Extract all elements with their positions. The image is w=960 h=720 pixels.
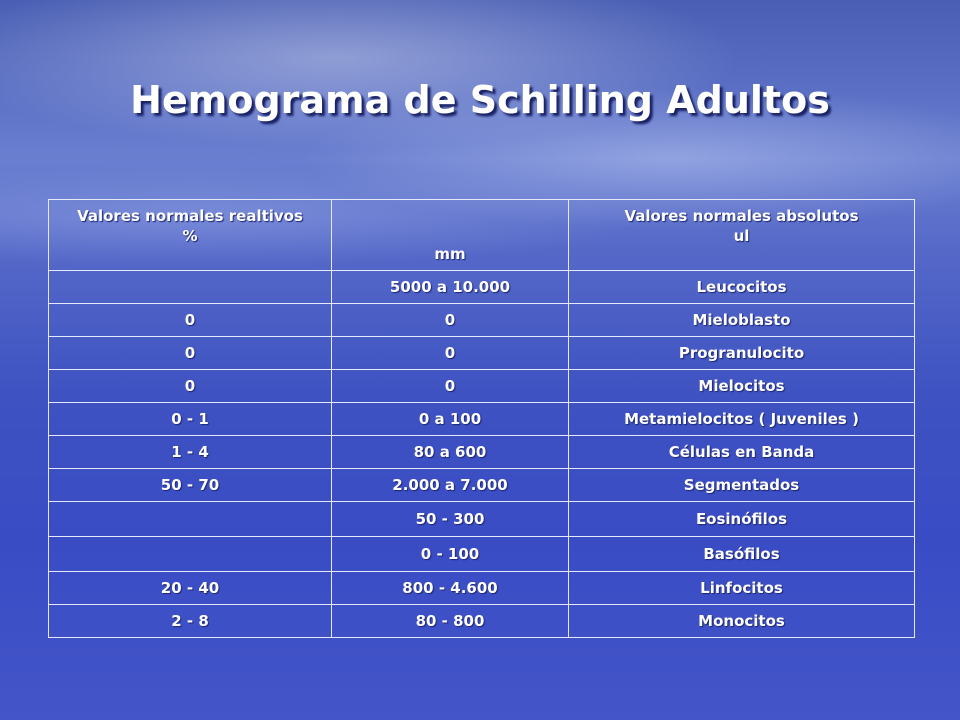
cell-relative: 0 - 1	[49, 403, 332, 436]
cell-absolute: 0 - 100	[332, 537, 569, 572]
slide-title: Hemograma de Schilling Adultos	[130, 78, 830, 122]
hemogram-table	[48, 199, 915, 638]
table-header-row	[49, 200, 915, 271]
cell-absolute: 0	[332, 304, 569, 337]
header-absolute-values	[569, 200, 915, 271]
header-relative-unit: %	[182, 227, 198, 245]
table-row	[49, 337, 915, 370]
cell-absolute: 80 a 600	[332, 436, 569, 469]
cell-cell-type: Mielocitos	[569, 370, 915, 403]
table-row	[49, 436, 915, 469]
cell-relative: 0	[49, 304, 332, 337]
cell-absolute: 0	[332, 337, 569, 370]
cell-relative: 2 - 8	[49, 605, 332, 638]
header-relative-label: Valores normales realtivos	[77, 207, 303, 225]
cell-absolute: 0	[332, 370, 569, 403]
cell-cell-type: Progranulocito	[569, 337, 915, 370]
cell-cell-type: Metamielocitos ( Juveniles )	[569, 403, 915, 436]
cell-cell-type: Eosinófilos	[569, 502, 915, 537]
table-row	[49, 537, 915, 572]
cell-cell-type: Basófilos	[569, 537, 915, 572]
cell-relative: 0	[49, 337, 332, 370]
cell-cell-type: Mieloblasto	[569, 304, 915, 337]
cell-absolute: 80 - 800	[332, 605, 569, 638]
cell-relative: 50 - 70	[49, 469, 332, 502]
cell-relative	[49, 271, 332, 304]
header-absolute-label: Valores normales absolutos	[624, 207, 859, 225]
header-relative-values	[49, 200, 332, 271]
table-row	[49, 304, 915, 337]
table-row	[49, 502, 915, 537]
cell-cell-type: Linfocitos	[569, 572, 915, 605]
cell-absolute: 5000 a 10.000	[332, 271, 569, 304]
cell-cell-type: Monocitos	[569, 605, 915, 638]
cell-cell-type: Células en Banda	[569, 436, 915, 469]
table-row	[49, 572, 915, 605]
cell-relative	[49, 537, 332, 572]
cell-relative	[49, 502, 332, 537]
table-row	[49, 469, 915, 502]
header-absolute-unit: ul	[733, 227, 750, 245]
cell-absolute: 0 a 100	[332, 403, 569, 436]
table-row	[49, 403, 915, 436]
cell-absolute: 50 - 300	[332, 502, 569, 537]
cell-absolute: 800 - 4.600	[332, 572, 569, 605]
header-mm: mm	[332, 200, 569, 271]
cell-relative: 1 - 4	[49, 436, 332, 469]
table-row	[49, 271, 915, 304]
cell-relative: 20 - 40	[49, 572, 332, 605]
cell-cell-type: Segmentados	[569, 469, 915, 502]
cell-absolute: 2.000 a 7.000	[332, 469, 569, 502]
cell-cell-type: Leucocitos	[569, 271, 915, 304]
table-row	[49, 370, 915, 403]
table-row	[49, 605, 915, 638]
cell-relative: 0	[49, 370, 332, 403]
